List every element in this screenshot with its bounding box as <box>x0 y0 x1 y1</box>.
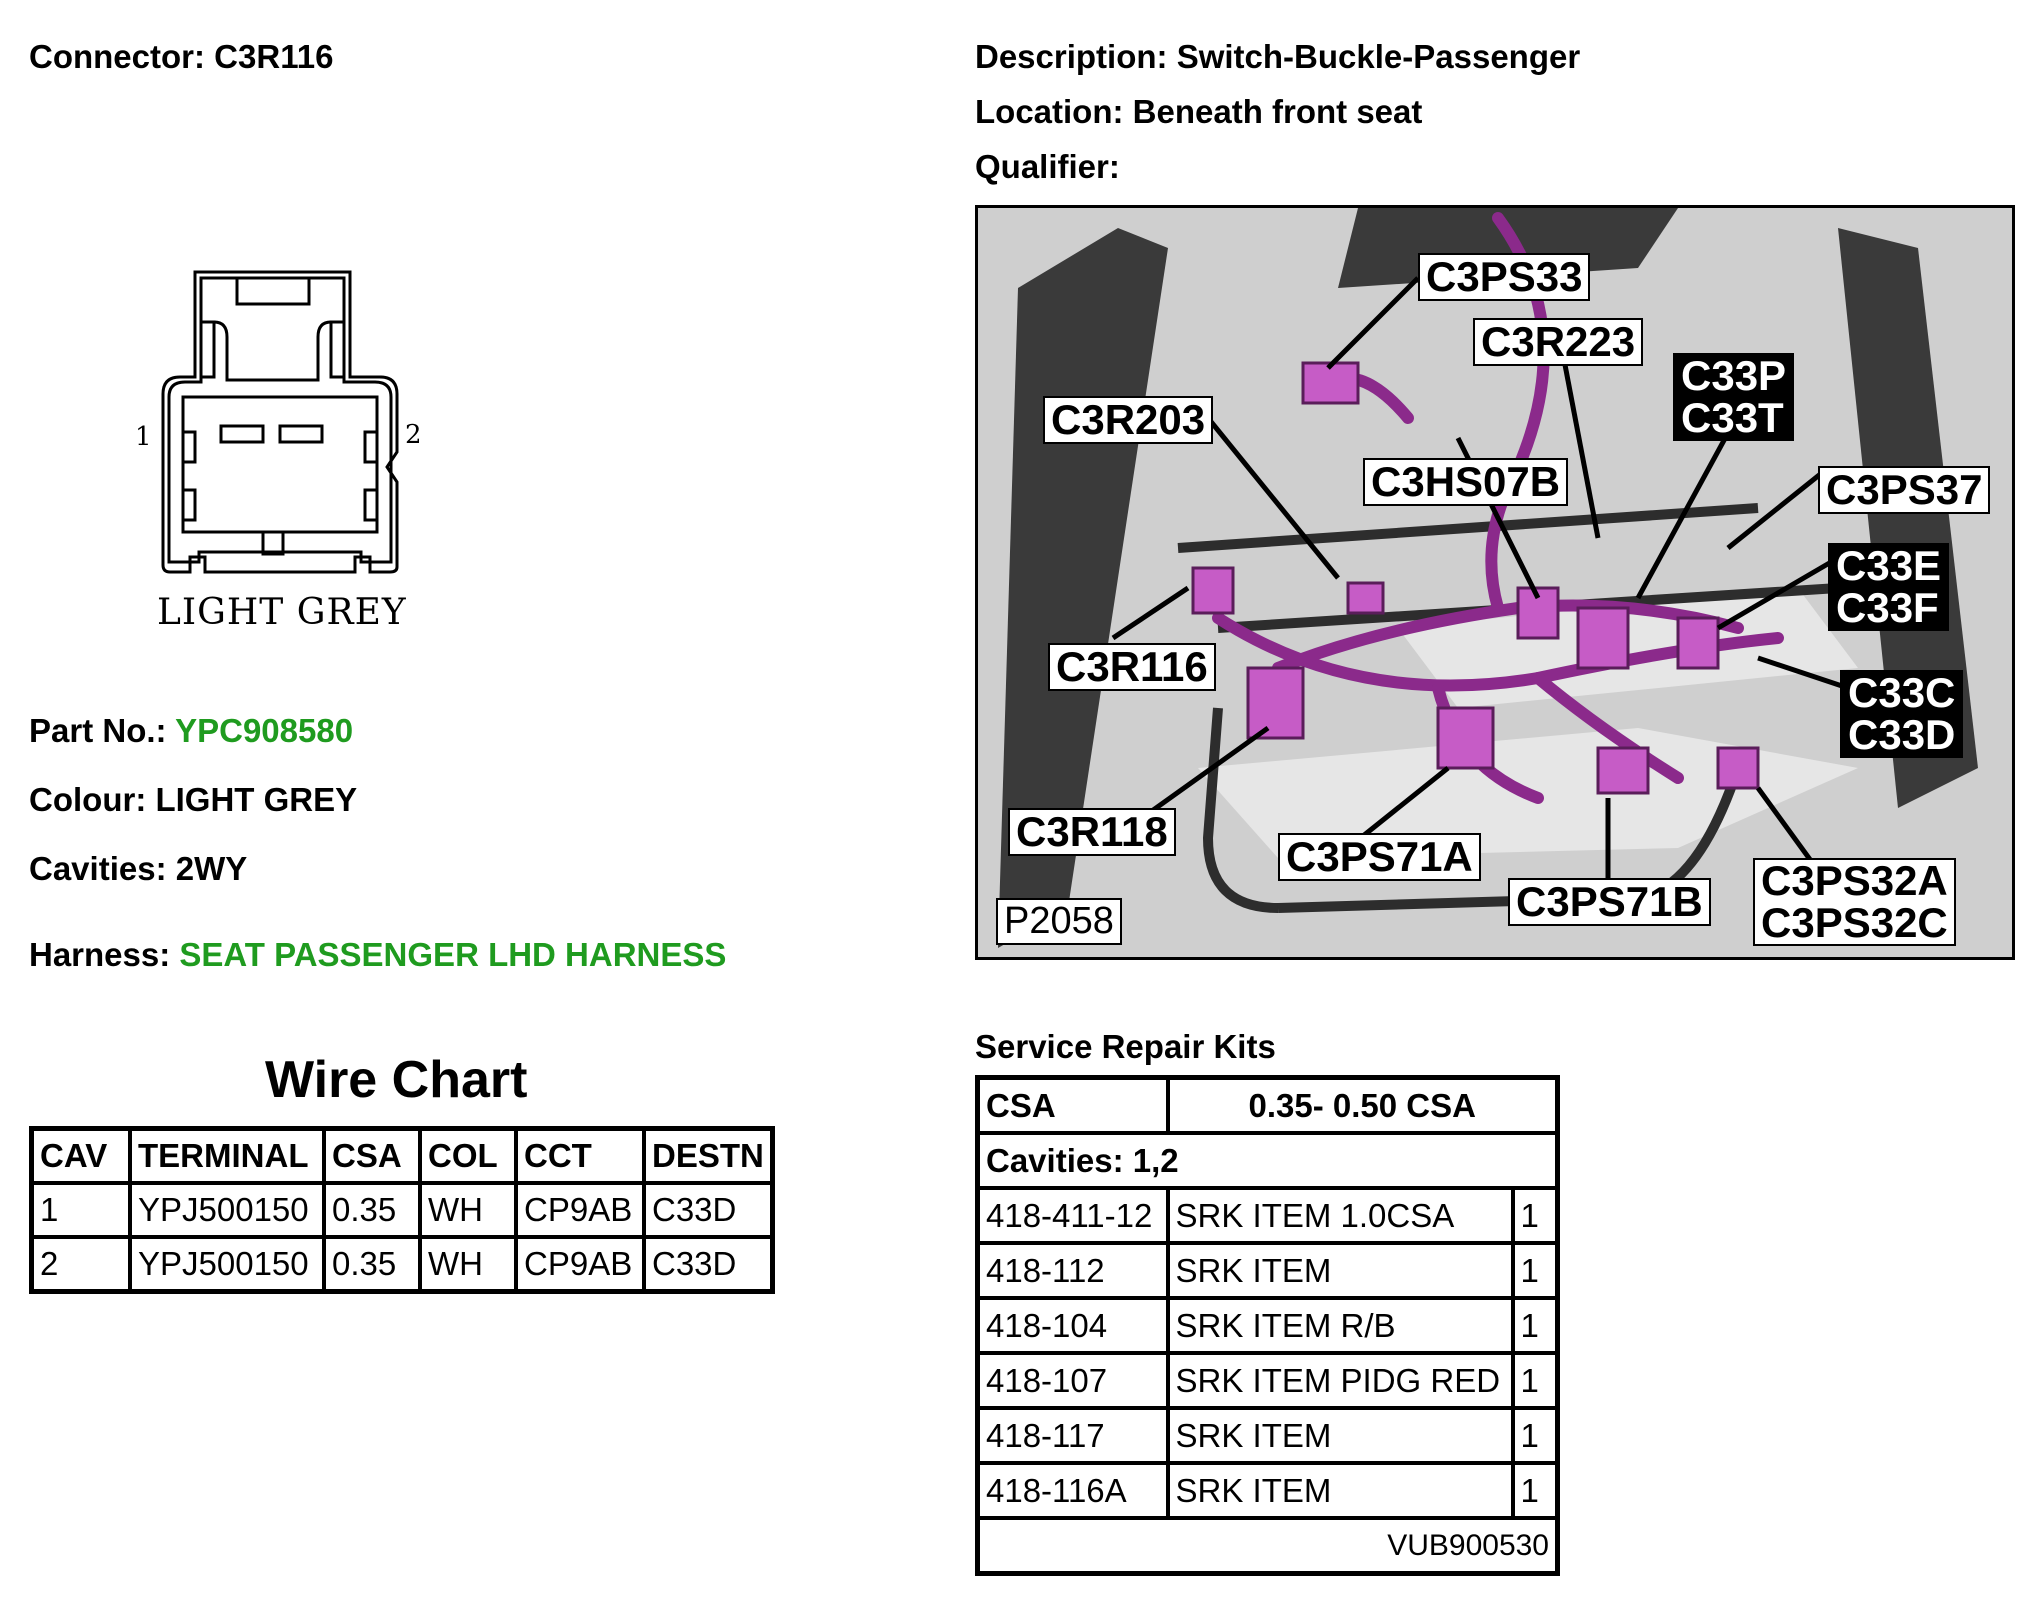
qualifier-line <box>975 148 1120 186</box>
header-col: COL <box>420 1129 516 1184</box>
srk-csa-label: CSA <box>978 1078 1168 1134</box>
cell-terminal: YPJ500150 <box>130 1237 324 1292</box>
harness-value[interactable]: SEAT PASSENGER LHD HARNESS <box>179 936 727 973</box>
connector-line <box>29 38 333 76</box>
callout-c3ps71a: C3PS71A <box>1278 833 1481 881</box>
srk-qty: 1 <box>1513 1353 1558 1408</box>
callout-c33e-c33f <box>1828 543 1949 631</box>
description-line <box>975 38 1580 76</box>
callout-c33d: C33D <box>1848 711 1956 758</box>
cell-cct: CP9AB <box>516 1183 644 1237</box>
srk-desc: SRK ITEM PIDG RED <box>1168 1353 1513 1408</box>
callout-c3ps32c: C3PS32C <box>1761 899 1948 946</box>
wire-chart-title: Wire Chart <box>265 1051 528 1109</box>
connector-location-image <box>975 205 2015 960</box>
srk-footer: VUB900530 <box>978 1518 1558 1574</box>
srk-desc: SRK ITEM <box>1168 1408 1513 1463</box>
table-row <box>32 1183 773 1237</box>
cell-cav: 1 <box>32 1183 131 1237</box>
header-terminal: TERMINAL <box>130 1129 324 1184</box>
cell-destn: C33D <box>644 1237 773 1292</box>
table-row <box>978 1188 1558 1243</box>
harness-label: Harness: <box>29 936 171 973</box>
callout-c3ps37: C3PS37 <box>1818 466 1990 514</box>
part-no-label: Part No.: <box>29 712 167 749</box>
header-csa: CSA <box>324 1129 420 1184</box>
table-row <box>978 1408 1558 1463</box>
table-row <box>978 1243 1558 1298</box>
harness-line <box>29 936 726 974</box>
srk-qty: 1 <box>1513 1463 1558 1518</box>
part-no-value[interactable]: YPC908580 <box>175 712 354 749</box>
srk-desc: SRK ITEM R/B <box>1168 1298 1513 1353</box>
photo-code: P2058 <box>996 898 1122 945</box>
callout-c33c: C33C <box>1848 669 1956 716</box>
location-value: Beneath front seat <box>1132 93 1423 130</box>
cavities-label: Cavities: <box>29 850 167 887</box>
srk-cavities-row <box>978 1133 1558 1188</box>
pin-1-label: 1 <box>135 422 152 452</box>
callout-c3r118: C3R118 <box>1008 808 1176 856</box>
callout-c3r116: C3R116 <box>1048 643 1216 691</box>
callout-c3ps33: C3PS33 <box>1418 253 1590 301</box>
callout-c33f: C33F <box>1836 584 1939 631</box>
part-no-line <box>29 712 353 750</box>
qualifier-label: Qualifier: <box>975 148 1120 185</box>
table-row <box>978 1463 1558 1518</box>
service-repair-kits-table <box>975 1075 1560 1576</box>
header-destn: DESTN <box>644 1129 773 1184</box>
callout-c3ps32a-c3ps32c <box>1753 858 1956 946</box>
srk-desc: SRK ITEM 1.0CSA <box>1168 1188 1513 1243</box>
cell-cav: 2 <box>32 1237 131 1292</box>
description-value: Switch-Buckle-Passenger <box>1176 38 1581 75</box>
connector-outline-drawing <box>135 262 435 642</box>
callout-c33c-c33d <box>1840 670 1963 758</box>
callout-c3ps71b: C3PS71B <box>1508 878 1711 926</box>
wire-chart-header-row <box>32 1129 773 1184</box>
srk-qty: 1 <box>1513 1408 1558 1463</box>
colour-label: Colour: <box>29 781 147 818</box>
srk-csa-value: 0.35- 0.50 CSA <box>1168 1078 1558 1134</box>
table-row <box>978 1298 1558 1353</box>
cell-cct: CP9AB <box>516 1237 644 1292</box>
pin-2-label: 2 <box>405 420 422 450</box>
srk-desc: SRK ITEM <box>1168 1463 1513 1518</box>
cell-csa: 0.35 <box>324 1183 420 1237</box>
connector-value: C3R116 <box>214 38 334 75</box>
location-line <box>975 93 1422 131</box>
callout-c33p-c33t <box>1673 353 1794 441</box>
cavities-value: 2WY <box>175 850 248 887</box>
srk-qty: 1 <box>1513 1243 1558 1298</box>
cell-destn: C33D <box>644 1183 773 1237</box>
srk-code: 418-117 <box>978 1408 1168 1463</box>
srk-footer-row <box>978 1518 1558 1574</box>
table-row <box>978 1353 1558 1408</box>
srk-code: 418-116A <box>978 1463 1168 1518</box>
srk-csa-row <box>978 1078 1558 1134</box>
callout-c33t: C33T <box>1681 394 1784 441</box>
cell-terminal: YPJ500150 <box>130 1183 324 1237</box>
cell-csa: 0.35 <box>324 1237 420 1292</box>
header-cav: CAV <box>32 1129 131 1184</box>
location-label: Location: <box>975 93 1124 130</box>
srk-code: 418-107 <box>978 1353 1168 1408</box>
cell-col: WH <box>420 1183 516 1237</box>
srk-code: 418-411-12 <box>978 1188 1168 1243</box>
callout-c33p: C33P <box>1681 352 1787 399</box>
cavities-line <box>29 850 247 888</box>
callout-c3ps32a: C3PS32A <box>1761 857 1948 904</box>
service-repair-kits-title: Service Repair Kits <box>975 1028 1276 1065</box>
callout-c3r203: C3R203 <box>1043 396 1213 444</box>
colour-value: LIGHT GREY <box>155 781 358 818</box>
srk-cavities: Cavities: 1,2 <box>978 1133 1558 1188</box>
wire-chart-table <box>29 1126 775 1294</box>
srk-qty: 1 <box>1513 1188 1558 1243</box>
table-row <box>32 1237 773 1292</box>
cell-col: WH <box>420 1237 516 1292</box>
connector-face-diagram <box>135 262 435 642</box>
callout-c33e: C33E <box>1836 542 1942 589</box>
srk-code: 418-112 <box>978 1243 1168 1298</box>
callout-c3r223: C3R223 <box>1473 318 1643 366</box>
header-cct: CCT <box>516 1129 644 1184</box>
callout-c3hs07b: C3HS07B <box>1363 458 1568 506</box>
connector-colour-caption: LIGHT GREY <box>157 592 407 633</box>
connector-label: Connector: <box>29 38 205 75</box>
srk-desc: SRK ITEM <box>1168 1243 1513 1298</box>
description-label: Description: <box>975 38 1168 75</box>
colour-line <box>29 781 357 819</box>
srk-code: 418-104 <box>978 1298 1168 1353</box>
srk-qty: 1 <box>1513 1298 1558 1353</box>
